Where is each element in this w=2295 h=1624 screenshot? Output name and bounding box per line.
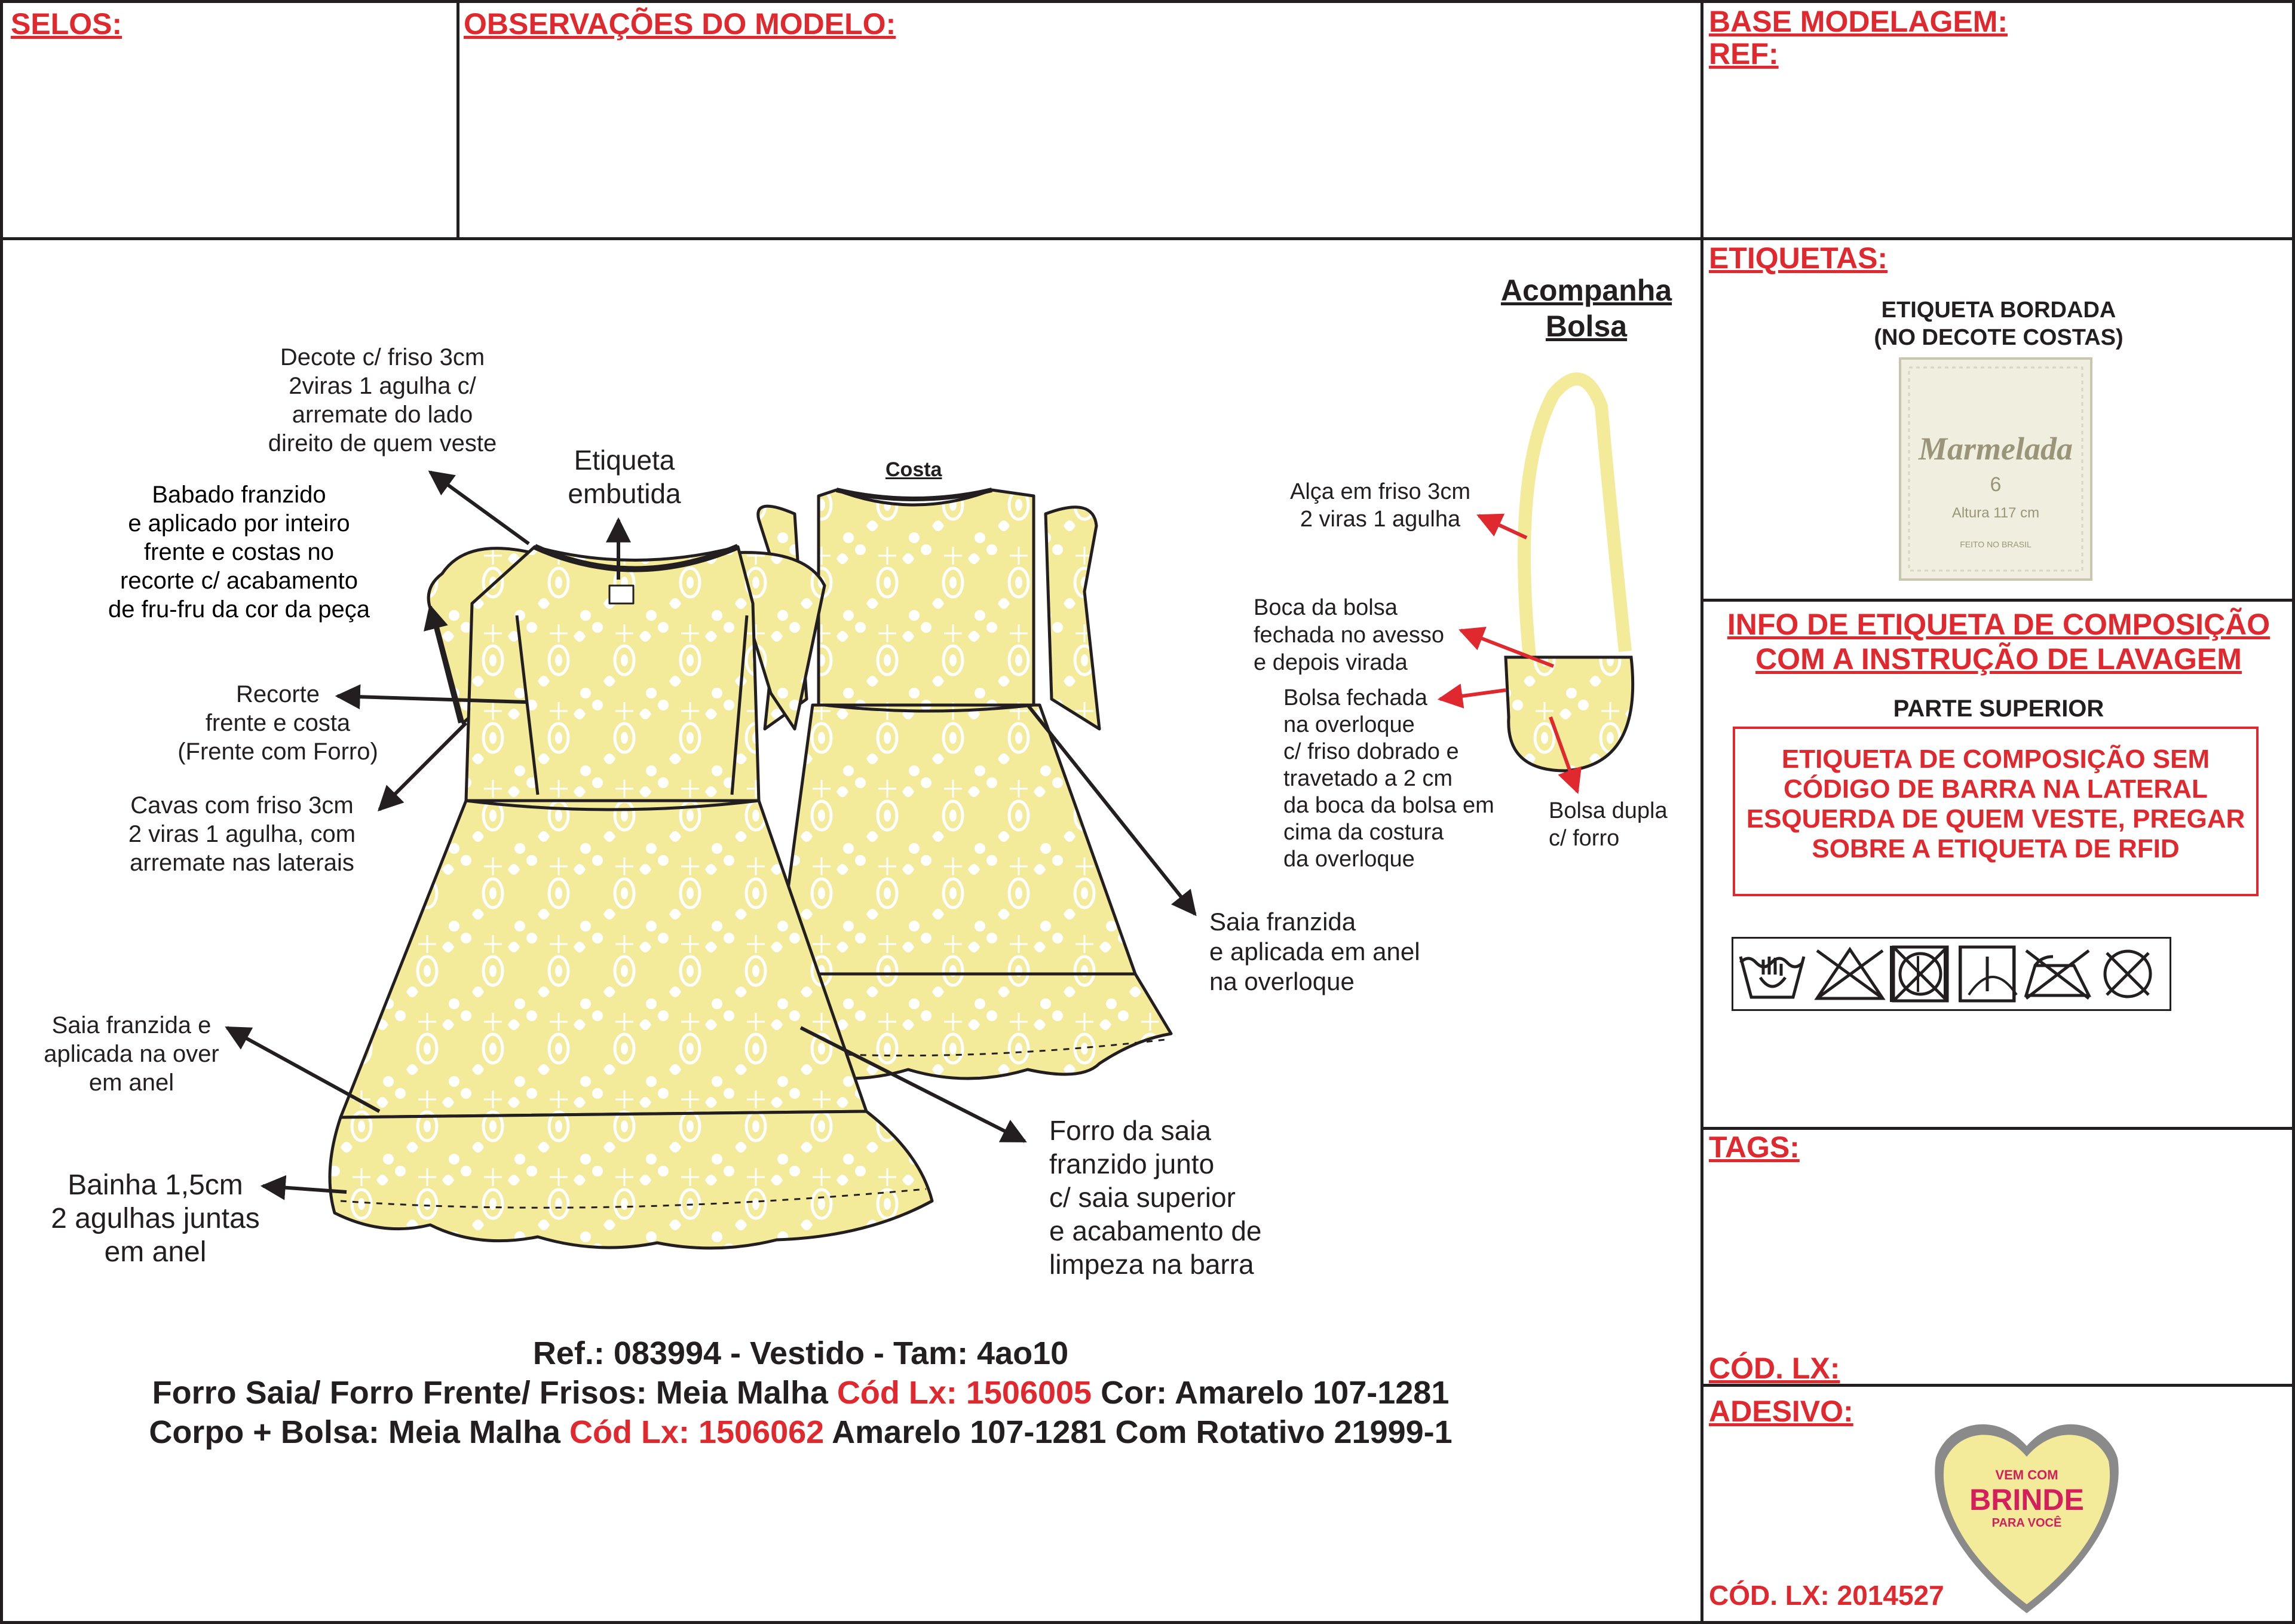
- no-tumble-dry-icon: [1893, 947, 1947, 1001]
- note-line: fechada no avesso: [1254, 623, 1445, 648]
- note-line: direito de quem veste: [268, 430, 497, 456]
- note-line: arremate nas laterais: [130, 850, 354, 876]
- note-line: e acabamento de: [1049, 1215, 1262, 1246]
- line-dry-icon: [1960, 947, 2014, 1001]
- note-line: e aplicado por inteiro: [128, 510, 350, 537]
- composicao-line: ETIQUETA DE COMPOSIÇÃO SEM: [1781, 744, 2210, 774]
- note-line: c/ forro: [1549, 826, 1620, 851]
- no-iron-icon: [2026, 951, 2089, 998]
- bag: [1506, 379, 1633, 771]
- note-line: na overloque: [1209, 967, 1355, 995]
- note-line: arremate do lado: [292, 402, 473, 428]
- care-symbols-svg: [1733, 939, 2170, 1009]
- care-symbols: [1732, 937, 2171, 1011]
- sticker-line-2: BRINDE: [1969, 1483, 2084, 1516]
- note-bolsa-dupla: [1549, 797, 1668, 852]
- note-line: Decote c/ friso 3cm: [280, 344, 485, 370]
- note-line: 2 agulhas juntas: [51, 1203, 260, 1234]
- spec-corpo-color: Amarelo 107-1281 Com Rotativo 21999-1: [824, 1414, 1453, 1450]
- note-line: cima da costura: [1283, 820, 1444, 845]
- no-bleach-icon: [1817, 949, 1883, 998]
- note-line: Forro da saia: [1049, 1115, 1212, 1146]
- note-line: travetado a 2 cm: [1283, 766, 1453, 791]
- observacoes-heading: OBSERVAÇÕES DO MODELO:: [464, 7, 896, 41]
- selos-heading: SELOS:: [11, 7, 122, 41]
- note-line: Saia franzida e: [51, 1012, 212, 1038]
- note-line: Bolsa fechada: [1283, 685, 1427, 710]
- note-line: 2 viras 1 agulha: [1300, 507, 1461, 532]
- composicao-line: SOBRE A ETIQUETA DE RFID: [1812, 834, 2180, 863]
- note-line: 2viras 1 agulha c/: [289, 373, 476, 399]
- base-modelagem-heading: BASE MODELAGEM:: [1709, 5, 2008, 38]
- note-line: Cavas com friso 3cm: [130, 792, 354, 819]
- sticker-line-3: PARA VOCÊ: [1991, 1516, 2062, 1530]
- note-line: 2 viras 1 agulha, com: [128, 821, 356, 847]
- note-line: (Frente com Forro): [177, 739, 378, 765]
- note-alca: [1279, 478, 1482, 533]
- note-bainha: [36, 1169, 275, 1269]
- cod-lx-adesivo: CÓD. LX: 2014527: [1709, 1580, 1944, 1611]
- note-boca: [1254, 594, 1444, 676]
- note-bolsa-fechada: [1283, 685, 1494, 873]
- spec-ref-line: Ref.: 083994 - Vestido - Tam: 4ao10: [532, 1335, 1069, 1371]
- label-made: FEITO NO BRASIL: [1960, 540, 2032, 549]
- note-cavas: [105, 791, 379, 877]
- note-etiqueta: [538, 443, 711, 510]
- note-line: Babado franzido: [152, 482, 326, 508]
- info-etiqueta-heading: [1709, 607, 2288, 676]
- label-brand: Marmelada: [1918, 431, 2073, 467]
- note-line: Boca da bolsa: [1254, 595, 1398, 620]
- heading-line: INFO DE ETIQUETA DE COMPOSIÇÃO: [1727, 608, 2271, 641]
- note-line: e depois virada: [1254, 650, 1408, 675]
- composicao-line: CÓDIGO DE BARRA NA LATERAL: [1784, 774, 2208, 804]
- costa-label: Costa: [885, 458, 942, 481]
- note-line: Alça em friso 3cm: [1290, 479, 1470, 504]
- note-line: Bainha 1,5cm: [68, 1169, 243, 1201]
- spec-block: [36, 1334, 1565, 1452]
- note-line: Saia franzida: [1209, 908, 1356, 936]
- note-babado: [84, 480, 394, 624]
- note-line: Acompanha: [1500, 274, 1672, 307]
- note-line: Recorte: [235, 681, 320, 707]
- note-line: da overloque: [1283, 847, 1415, 872]
- etiquetas-heading: ETIQUETAS:: [1709, 241, 1888, 275]
- spec-forro-code: Cód Lx: 1506005: [837, 1375, 1092, 1411]
- label-height: Altura 117 cm: [1951, 505, 2040, 521]
- spec-forro-text: Forro Saia/ Forro Frente/ Frisos: Meia Malha: [152, 1375, 837, 1411]
- note-line: e aplicada em anel: [1209, 937, 1420, 966]
- note-line: na overloque: [1283, 712, 1415, 737]
- cod-lx-tags: CÓD. LX:: [1709, 1352, 1840, 1385]
- note-line: aplicada na over: [44, 1041, 219, 1067]
- composicao-box: [1733, 727, 2259, 896]
- note-recorte: [158, 680, 397, 766]
- spec-forro-color: Cor: Amarelo 107-1281: [1092, 1375, 1450, 1411]
- note-saia-anel: [1209, 907, 1420, 997]
- note-line: em anel: [88, 1070, 174, 1096]
- hand-wash-icon: [1741, 957, 1804, 997]
- note-acompanha: [1482, 272, 1691, 344]
- note-line: de fru-fru da cor da peça: [108, 596, 370, 623]
- no-dry-clean-icon: [2105, 951, 2150, 997]
- spec-corpo-line: [36, 1412, 1565, 1452]
- sticker-line-1: VEM COM: [1995, 1467, 2058, 1482]
- etiqueta-bordada-caption: [1733, 296, 2265, 351]
- embroidered-label: [1900, 358, 2091, 580]
- note-line: embutida: [568, 478, 681, 509]
- note-line: Bolsa dupla: [1549, 798, 1668, 823]
- spec-corpo-code: Cód Lx: 1506062: [569, 1414, 825, 1450]
- spec-corpo-text: Corpo + Bolsa: Meia Malha: [149, 1414, 569, 1450]
- note-line: em anel: [104, 1236, 207, 1268]
- note-line: franzido junto: [1049, 1148, 1215, 1179]
- caption-line: ETIQUETA BORDADA: [1881, 298, 2116, 323]
- label-size: 6: [1990, 473, 2002, 496]
- heading-line: COM A INSTRUÇÃO DE LAVAGEM: [1755, 642, 2242, 676]
- composicao-line: ESQUERDA DE QUEM VESTE, PREGAR: [1746, 804, 2245, 834]
- note-line: c/ saia superior: [1049, 1182, 1236, 1213]
- note-line: Bolsa: [1545, 310, 1628, 343]
- caption-line: (NO DECOTE COSTAS): [1874, 325, 2124, 350]
- spec-forro-line: [36, 1373, 1565, 1412]
- tags-heading: TAGS:: [1709, 1130, 1800, 1164]
- sticker-text: [1949, 1467, 2104, 1530]
- note-line: recorte c/ acabamento: [120, 568, 358, 594]
- adesivo-heading: ADESIVO:: [1709, 1395, 1853, 1428]
- note-line: frente e costas no: [144, 539, 334, 565]
- ref-heading: REF:: [1709, 37, 1779, 71]
- note-line: c/ friso dobrado e: [1283, 739, 1459, 764]
- note-line: da boca da bolsa em: [1283, 793, 1494, 818]
- note-saia-over: [24, 1011, 239, 1097]
- note-line: frente e costa: [205, 710, 351, 736]
- parte-superior-label: PARTE SUPERIOR: [1893, 695, 2104, 722]
- note-forro: [1049, 1114, 1262, 1281]
- note-decote: [257, 343, 508, 458]
- note-line: limpeza na barra: [1049, 1249, 1254, 1280]
- note-line: Etiqueta: [574, 445, 675, 476]
